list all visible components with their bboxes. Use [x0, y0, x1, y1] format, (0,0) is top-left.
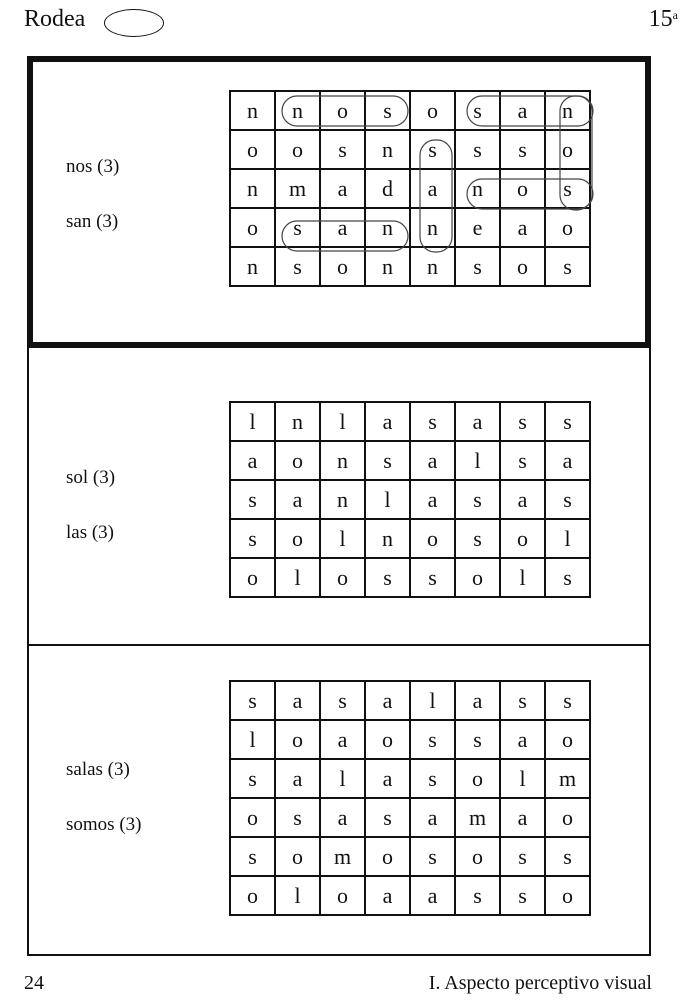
- grid-cell: o: [545, 130, 590, 169]
- grid-cell: o: [230, 130, 275, 169]
- grid-cell: s: [410, 130, 455, 169]
- grid-cell: n: [365, 130, 410, 169]
- target-word: somos (3): [66, 814, 142, 835]
- grid-cell: a: [500, 208, 545, 247]
- grid-cell: a: [455, 681, 500, 720]
- grid-cell: a: [410, 441, 455, 480]
- grid-cell: a: [230, 441, 275, 480]
- grid-cell: o: [230, 208, 275, 247]
- grid-cell: o: [500, 519, 545, 558]
- grid-cell: o: [410, 91, 455, 130]
- grid-cell: l: [275, 876, 320, 915]
- grid-cell: n: [410, 247, 455, 286]
- grid-cell: l: [320, 402, 365, 441]
- grid-cell: s: [410, 720, 455, 759]
- grid-cell: n: [275, 91, 320, 130]
- grid-cell: s: [545, 169, 590, 208]
- grid-cell: s: [410, 402, 455, 441]
- grid-cell: o: [275, 441, 320, 480]
- grid-cell: o: [320, 558, 365, 597]
- grid-cell: n: [230, 91, 275, 130]
- grid-cell: s: [410, 837, 455, 876]
- grid-row: [230, 441, 590, 480]
- grid-cell: a: [275, 480, 320, 519]
- grid-cell: a: [365, 759, 410, 798]
- grid-cell: a: [410, 876, 455, 915]
- grid-cell: n: [230, 169, 275, 208]
- grid-row: [230, 837, 590, 876]
- grid-cell: o: [365, 837, 410, 876]
- grid-cell: o: [230, 798, 275, 837]
- grid-cell: o: [410, 519, 455, 558]
- grid-cell: o: [500, 169, 545, 208]
- grid-cell: s: [545, 558, 590, 597]
- grid-cell: s: [410, 759, 455, 798]
- target-word: las (3): [66, 522, 115, 543]
- grid-row: [230, 247, 590, 286]
- grid-cell: n: [365, 247, 410, 286]
- grid-cell: o: [275, 720, 320, 759]
- grid-cell: s: [455, 130, 500, 169]
- grid-cell: n: [230, 247, 275, 286]
- grid-cell: s: [230, 837, 275, 876]
- grid-cell: s: [275, 247, 320, 286]
- footer-page-number: 24: [24, 972, 44, 994]
- grid-cell: n: [410, 208, 455, 247]
- grid-cell: s: [500, 130, 545, 169]
- letter-grid-1: [229, 90, 591, 287]
- word-list-2: [66, 468, 115, 578]
- grid-row: [230, 798, 590, 837]
- grid-cell: s: [365, 441, 410, 480]
- grid-cell: l: [455, 441, 500, 480]
- grid-cell: s: [545, 681, 590, 720]
- grid-cell: o: [275, 130, 320, 169]
- grid-cell: m: [275, 169, 320, 208]
- grid-cell: m: [455, 798, 500, 837]
- target-word: nos (3): [66, 156, 120, 177]
- grid-cell: s: [455, 91, 500, 130]
- page-number: 15$^a$: [648, 6, 678, 32]
- grid-cell: e: [455, 208, 500, 247]
- grid-cell: o: [455, 837, 500, 876]
- grid-cell: o: [320, 247, 365, 286]
- grid-cell: o: [545, 208, 590, 247]
- grid-cell: a: [275, 759, 320, 798]
- grid-cell: n: [545, 91, 590, 130]
- grid-cell: a: [410, 169, 455, 208]
- grid-cell: o: [320, 91, 365, 130]
- grid-cell: n: [455, 169, 500, 208]
- grid-row: [230, 519, 590, 558]
- grid-cell: o: [545, 876, 590, 915]
- grid-cell: o: [275, 837, 320, 876]
- grid-cell: s: [500, 681, 545, 720]
- grid-cell: o: [500, 247, 545, 286]
- grid-cell: a: [320, 169, 365, 208]
- grid-cell: o: [545, 798, 590, 837]
- grid-cell: s: [230, 480, 275, 519]
- grid-cell: s: [455, 247, 500, 286]
- grid-cell: s: [320, 681, 365, 720]
- grid-cell: s: [500, 876, 545, 915]
- grid-row: [230, 169, 590, 208]
- grid-cell: s: [500, 441, 545, 480]
- grid-cell: o: [320, 876, 365, 915]
- grid-cell: a: [500, 720, 545, 759]
- grid-cell: s: [500, 837, 545, 876]
- grid-row: [230, 876, 590, 915]
- grid-cell: a: [455, 402, 500, 441]
- section-divider: [27, 644, 651, 646]
- grid-cell: a: [545, 441, 590, 480]
- grid-cell: l: [275, 558, 320, 597]
- grid-cell: a: [275, 681, 320, 720]
- grid-cell: s: [545, 402, 590, 441]
- oval-icon: [104, 9, 164, 37]
- grid-cell: a: [320, 798, 365, 837]
- grid-cell: l: [545, 519, 590, 558]
- grid-cell: s: [455, 720, 500, 759]
- grid-cell: a: [320, 208, 365, 247]
- grid-cell: a: [365, 402, 410, 441]
- grid-cell: d: [365, 169, 410, 208]
- grid-row: [230, 558, 590, 597]
- grid-cell: s: [500, 402, 545, 441]
- word-list-3: [66, 760, 141, 870]
- grid-cell: s: [365, 91, 410, 130]
- grid-cell: s: [230, 759, 275, 798]
- grid-cell: o: [230, 558, 275, 597]
- target-word: sol (3): [66, 467, 116, 488]
- letter-grid-2: [229, 401, 591, 598]
- grid-cell: a: [365, 681, 410, 720]
- grid-row: [230, 130, 590, 169]
- grid-cell: l: [500, 759, 545, 798]
- grid-cell: o: [230, 876, 275, 915]
- grid-cell: a: [500, 91, 545, 130]
- grid-cell: m: [320, 837, 365, 876]
- grid-cell: o: [455, 759, 500, 798]
- grid-cell: m: [545, 759, 590, 798]
- grid-cell: n: [320, 480, 365, 519]
- grid-row: [230, 480, 590, 519]
- grid-cell: s: [455, 480, 500, 519]
- grid-cell: s: [275, 208, 320, 247]
- grid-cell: l: [230, 402, 275, 441]
- grid-row: [230, 91, 590, 130]
- grid-cell: n: [275, 402, 320, 441]
- grid-cell: s: [275, 798, 320, 837]
- target-word: salas (3): [66, 759, 130, 780]
- grid-cell: l: [500, 558, 545, 597]
- grid-cell: s: [410, 558, 455, 597]
- letter-grid-3: [229, 680, 591, 916]
- target-word: san (3): [66, 211, 119, 232]
- grid-cell: o: [365, 720, 410, 759]
- grid-cell: a: [410, 480, 455, 519]
- grid-cell: a: [365, 876, 410, 915]
- grid-cell: o: [455, 558, 500, 597]
- grid-cell: l: [365, 480, 410, 519]
- grid-cell: s: [230, 681, 275, 720]
- grid-cell: s: [545, 480, 590, 519]
- grid-cell: o: [275, 519, 320, 558]
- grid-cell: s: [455, 876, 500, 915]
- grid-row: [230, 759, 590, 798]
- grid-row: [230, 402, 590, 441]
- grid-cell: n: [365, 208, 410, 247]
- grid-cell: a: [500, 480, 545, 519]
- grid-row: [230, 720, 590, 759]
- word-list-1: [66, 157, 119, 267]
- grid-cell: l: [320, 519, 365, 558]
- grid-cell: s: [320, 130, 365, 169]
- grid-cell: l: [230, 720, 275, 759]
- grid-cell: s: [230, 519, 275, 558]
- grid-cell: o: [545, 720, 590, 759]
- grid-cell: s: [365, 798, 410, 837]
- grid-cell: s: [455, 519, 500, 558]
- grid-cell: s: [545, 247, 590, 286]
- grid-cell: a: [320, 720, 365, 759]
- grid-cell: s: [365, 558, 410, 597]
- grid-cell: l: [410, 681, 455, 720]
- grid-cell: n: [365, 519, 410, 558]
- grid-cell: a: [500, 798, 545, 837]
- page-title: Rodea: [24, 6, 86, 32]
- grid-cell: s: [545, 837, 590, 876]
- grid-row: [230, 681, 590, 720]
- footer-section-title: I. Aspecto perceptivo visual: [428, 972, 652, 994]
- grid-cell: n: [320, 441, 365, 480]
- grid-row: [230, 208, 590, 247]
- grid-cell: l: [320, 759, 365, 798]
- grid-cell: a: [410, 798, 455, 837]
